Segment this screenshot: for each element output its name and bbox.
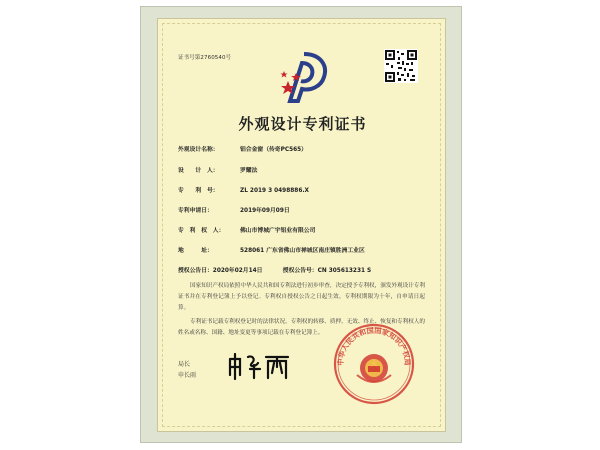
auth-number-value: CN 305613231 S [317, 268, 372, 274]
field-label: 专 利 权 人： [178, 228, 225, 234]
qr-code [384, 49, 418, 83]
director-label: 局长 [178, 361, 191, 368]
field-design-name [178, 144, 307, 153]
auth-date-value: 2020年02月14日 [212, 268, 263, 274]
certificate-number: 证书号第2760540号 [178, 55, 232, 61]
field-value: ZL 2019 3 0498886.X [240, 188, 310, 194]
seal-text: 中华人民共和国国家知识产权局 [335, 325, 413, 366]
auth-date-label: 授权公告日： [178, 268, 213, 274]
patent-certificate [157, 18, 446, 432]
grant-paragraph: 国家知识产权局依照中华人民共和国专利法进行初步审查，决定授予专利权，颁发外观设计专利证书并在专利登记簿上予以登记。专利权自授权公告之日起生效。专利权期限为十年，自申请日起算。 [178, 283, 425, 312]
patent-office-emblem-icon [276, 51, 332, 105]
auth-number-label: 授权公告号： [282, 268, 318, 274]
field-value: 佛山市博城广宇铝业有限公司 [240, 228, 316, 234]
field-label: 外观设计名称： [178, 147, 219, 153]
field-patent-number [178, 185, 309, 194]
field-value: 罗耀法 [240, 168, 258, 174]
field-label: 专利申请日： [178, 208, 213, 214]
field-value: 2019年09月09日 [240, 208, 290, 214]
authorization-row [178, 265, 371, 274]
field-label: 专 利 号： [178, 188, 219, 194]
field-address [178, 245, 365, 254]
field-patentee [178, 225, 315, 234]
certificate-title: 外观设计专利证书 [238, 115, 367, 133]
director-signature [226, 351, 292, 381]
field-label: 地 址： [178, 248, 213, 254]
official-seal-stamp [333, 323, 415, 405]
field-value: 铝合金窗（传奇PC565） [240, 147, 307, 153]
director-title [178, 359, 196, 381]
legal-status-paragraph: 专利证书记载专利权登记时的法律状况。专利权的转移、质押、无效、终止、恢复和专利权人的姓名或名称、国籍、地址变更等事项记载在专利登记簿上。 [178, 319, 425, 337]
field-designer [178, 165, 257, 174]
field-value: 528061 广东省佛山市禅城区南庄镇胜洲工业区 [240, 248, 365, 254]
field-label: 设 计 人： [178, 168, 219, 174]
field-application-date [178, 205, 290, 214]
director-name: 申长雨 [178, 372, 197, 379]
